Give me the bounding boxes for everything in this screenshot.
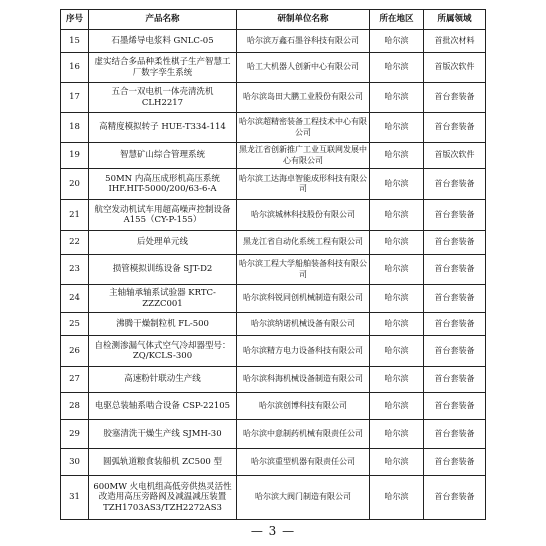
row-field: 首台套装备 xyxy=(424,367,486,393)
row-serial: 30 xyxy=(61,449,89,476)
page-number: — 3 — xyxy=(250,524,296,538)
row-unit-name: 哈尔滨岛田大鹏工业股份有限公司 xyxy=(237,83,370,113)
header-product-name: 产品名称 xyxy=(89,10,237,30)
row-serial: 22 xyxy=(61,231,89,255)
table-body xyxy=(61,30,486,520)
row-unit-name: 哈尔滨科锐同创机械制造有限公司 xyxy=(237,285,370,313)
row-product-name: 600MW 火电机组高低旁供热灵活性改造用高压旁路阀及减温减压装置 TZH1703AS3/TZH2272AS3 xyxy=(89,476,237,520)
table-row xyxy=(61,169,486,200)
row-unit-name: 哈尔滨创博科技有限公司 xyxy=(237,393,370,420)
row-serial: 24 xyxy=(61,285,89,313)
row-field: 首版次软件 xyxy=(424,53,486,83)
row-region: 哈尔滨 xyxy=(370,420,424,449)
row-region: 哈尔滨 xyxy=(370,313,424,336)
row-field: 首台套装备 xyxy=(424,113,486,143)
row-unit-name: 哈尔滨城林科技股份有限公司 xyxy=(237,200,370,231)
row-product-name: 胶塞清洗干燥生产线 SJMH-30 xyxy=(89,420,237,449)
row-unit-name: 哈尔滨中意制药机械有限责任公司 xyxy=(237,420,370,449)
row-serial: 26 xyxy=(61,336,89,367)
row-field: 首版次软件 xyxy=(424,143,486,169)
row-product-name: 高精度模拟转子 HUE-T334-114 xyxy=(89,113,237,143)
row-product-name: 五合一双电机一体壳清洗机 CLH2217 xyxy=(89,83,237,113)
table-row xyxy=(61,449,486,476)
row-serial: 17 xyxy=(61,83,89,113)
row-unit-name: 黑龙江省创新推广工业互联网发展中心有限公司 xyxy=(237,143,370,169)
row-serial: 18 xyxy=(61,113,89,143)
row-field: 首批次材料 xyxy=(424,30,486,53)
table-row xyxy=(61,53,486,83)
row-region: 哈尔滨 xyxy=(370,231,424,255)
row-serial: 31 xyxy=(61,476,89,520)
table-row xyxy=(61,285,486,313)
row-unit-name: 哈尔滨纳诺机械设备有限公司 xyxy=(237,313,370,336)
row-unit-name: 哈尔滨精方电力设备科技有限公司 xyxy=(237,336,370,367)
header-region: 所在地区 xyxy=(370,10,424,30)
table-row xyxy=(61,393,486,420)
row-unit-name: 黑龙江省自动化系统工程有限公司 xyxy=(237,231,370,255)
row-product-name: 主轴轴承轴系试验器 KRTC-ZZZC001 xyxy=(89,285,237,313)
row-region: 哈尔滨 xyxy=(370,200,424,231)
row-region: 哈尔滨 xyxy=(370,449,424,476)
row-product-name: 后处理单元线 xyxy=(89,231,237,255)
header-field: 所属领域 xyxy=(424,10,486,30)
header-serial: 序号 xyxy=(61,10,89,30)
table-header-row xyxy=(61,10,486,30)
row-region: 哈尔滨 xyxy=(370,53,424,83)
row-unit-name: 哈尔滨工程大学船舶装备科技有限公司 xyxy=(237,255,370,285)
row-serial: 28 xyxy=(61,393,89,420)
row-unit-name: 哈尔滨科海机械设备制造有限公司 xyxy=(237,367,370,393)
row-serial: 20 xyxy=(61,169,89,200)
row-region: 哈尔滨 xyxy=(370,30,424,53)
row-unit-name: 哈尔滨重型机器有限责任公司 xyxy=(237,449,370,476)
row-product-name: 电驱总装轴系啮合设备 CSP-22105 xyxy=(89,393,237,420)
table-row xyxy=(61,143,486,169)
row-region: 哈尔滨 xyxy=(370,83,424,113)
row-serial: 16 xyxy=(61,53,89,83)
row-field: 首台套装备 xyxy=(424,476,486,520)
row-serial: 19 xyxy=(61,143,89,169)
table-row xyxy=(61,367,486,393)
table-row xyxy=(61,476,486,520)
row-product-name: 航空发动机试车用超高噪声控制设备 A155（CY-P-155） xyxy=(89,200,237,231)
row-region: 哈尔滨 xyxy=(370,285,424,313)
table-row xyxy=(61,231,486,255)
row-product-name: 沸腾干燥制粒机 FL-500 xyxy=(89,313,237,336)
table-row xyxy=(61,255,486,285)
row-region: 哈尔滨 xyxy=(370,336,424,367)
row-serial: 15 xyxy=(61,30,89,53)
row-product-name: 高速粉针联动生产线 xyxy=(89,367,237,393)
row-field: 首台套装备 xyxy=(424,393,486,420)
row-region: 哈尔滨 xyxy=(370,367,424,393)
row-field: 首台套装备 xyxy=(424,169,486,200)
row-unit-name: 哈尔滨超精密装备工程技术中心有限公司 xyxy=(237,113,370,143)
row-serial: 23 xyxy=(61,255,89,285)
row-region: 哈尔滨 xyxy=(370,476,424,520)
table-row xyxy=(61,420,486,449)
table-row xyxy=(61,83,486,113)
table-row xyxy=(61,113,486,143)
row-field: 首台套装备 xyxy=(424,420,486,449)
row-field: 首台套装备 xyxy=(424,83,486,113)
row-product-name: 石墨烯导电浆料 GNLC-05 xyxy=(89,30,237,53)
row-field: 首台套装备 xyxy=(424,449,486,476)
row-unit-name: 哈尔滨工达海卓智能成形科技有限公司 xyxy=(237,169,370,200)
row-region: 哈尔滨 xyxy=(370,255,424,285)
row-product-name: 虚实结合多品种柔性棋子生产智慧工厂数字孪生系统 xyxy=(89,53,237,83)
table-row xyxy=(61,200,486,231)
row-product-name: 自检测渗漏气体式空气冷却器型号：ZQ/KCLS-300 xyxy=(89,336,237,367)
row-serial: 29 xyxy=(61,420,89,449)
row-field: 首台套装备 xyxy=(424,231,486,255)
row-unit-name: 哈尔滨万鑫石墨谷科技有限公司 xyxy=(237,30,370,53)
row-field: 首台套装备 xyxy=(424,285,486,313)
table-row xyxy=(61,336,486,367)
table-row xyxy=(61,313,486,336)
row-product-name: 损管模拟训练设备 SJT-D2 xyxy=(89,255,237,285)
row-unit-name: 哈工大机器人创新中心有限公司 xyxy=(237,53,370,83)
table-row xyxy=(61,30,486,53)
row-field: 首台套装备 xyxy=(424,313,486,336)
row-region: 哈尔滨 xyxy=(370,169,424,200)
product-table xyxy=(60,9,486,520)
row-field: 首台套装备 xyxy=(424,336,486,367)
row-serial: 21 xyxy=(61,200,89,231)
row-field: 首台套装备 xyxy=(424,255,486,285)
row-serial: 25 xyxy=(61,313,89,336)
row-unit-name: 哈尔滨大阀门制造有限公司 xyxy=(237,476,370,520)
row-serial: 27 xyxy=(61,367,89,393)
row-field: 首台套装备 xyxy=(424,200,486,231)
row-region: 哈尔滨 xyxy=(370,143,424,169)
row-product-name: 智慧矿山综合管理系统 xyxy=(89,143,237,169)
row-region: 哈尔滨 xyxy=(370,393,424,420)
row-product-name: 圆弧轨道粮食装船机 ZC500 型 xyxy=(89,449,237,476)
row-region: 哈尔滨 xyxy=(370,113,424,143)
row-product-name: 50MN 内高压成形机高压系统 IHF.HIT-5000/200/63-6-A xyxy=(89,169,237,200)
header-unit-name: 研制单位名称 xyxy=(237,10,370,30)
